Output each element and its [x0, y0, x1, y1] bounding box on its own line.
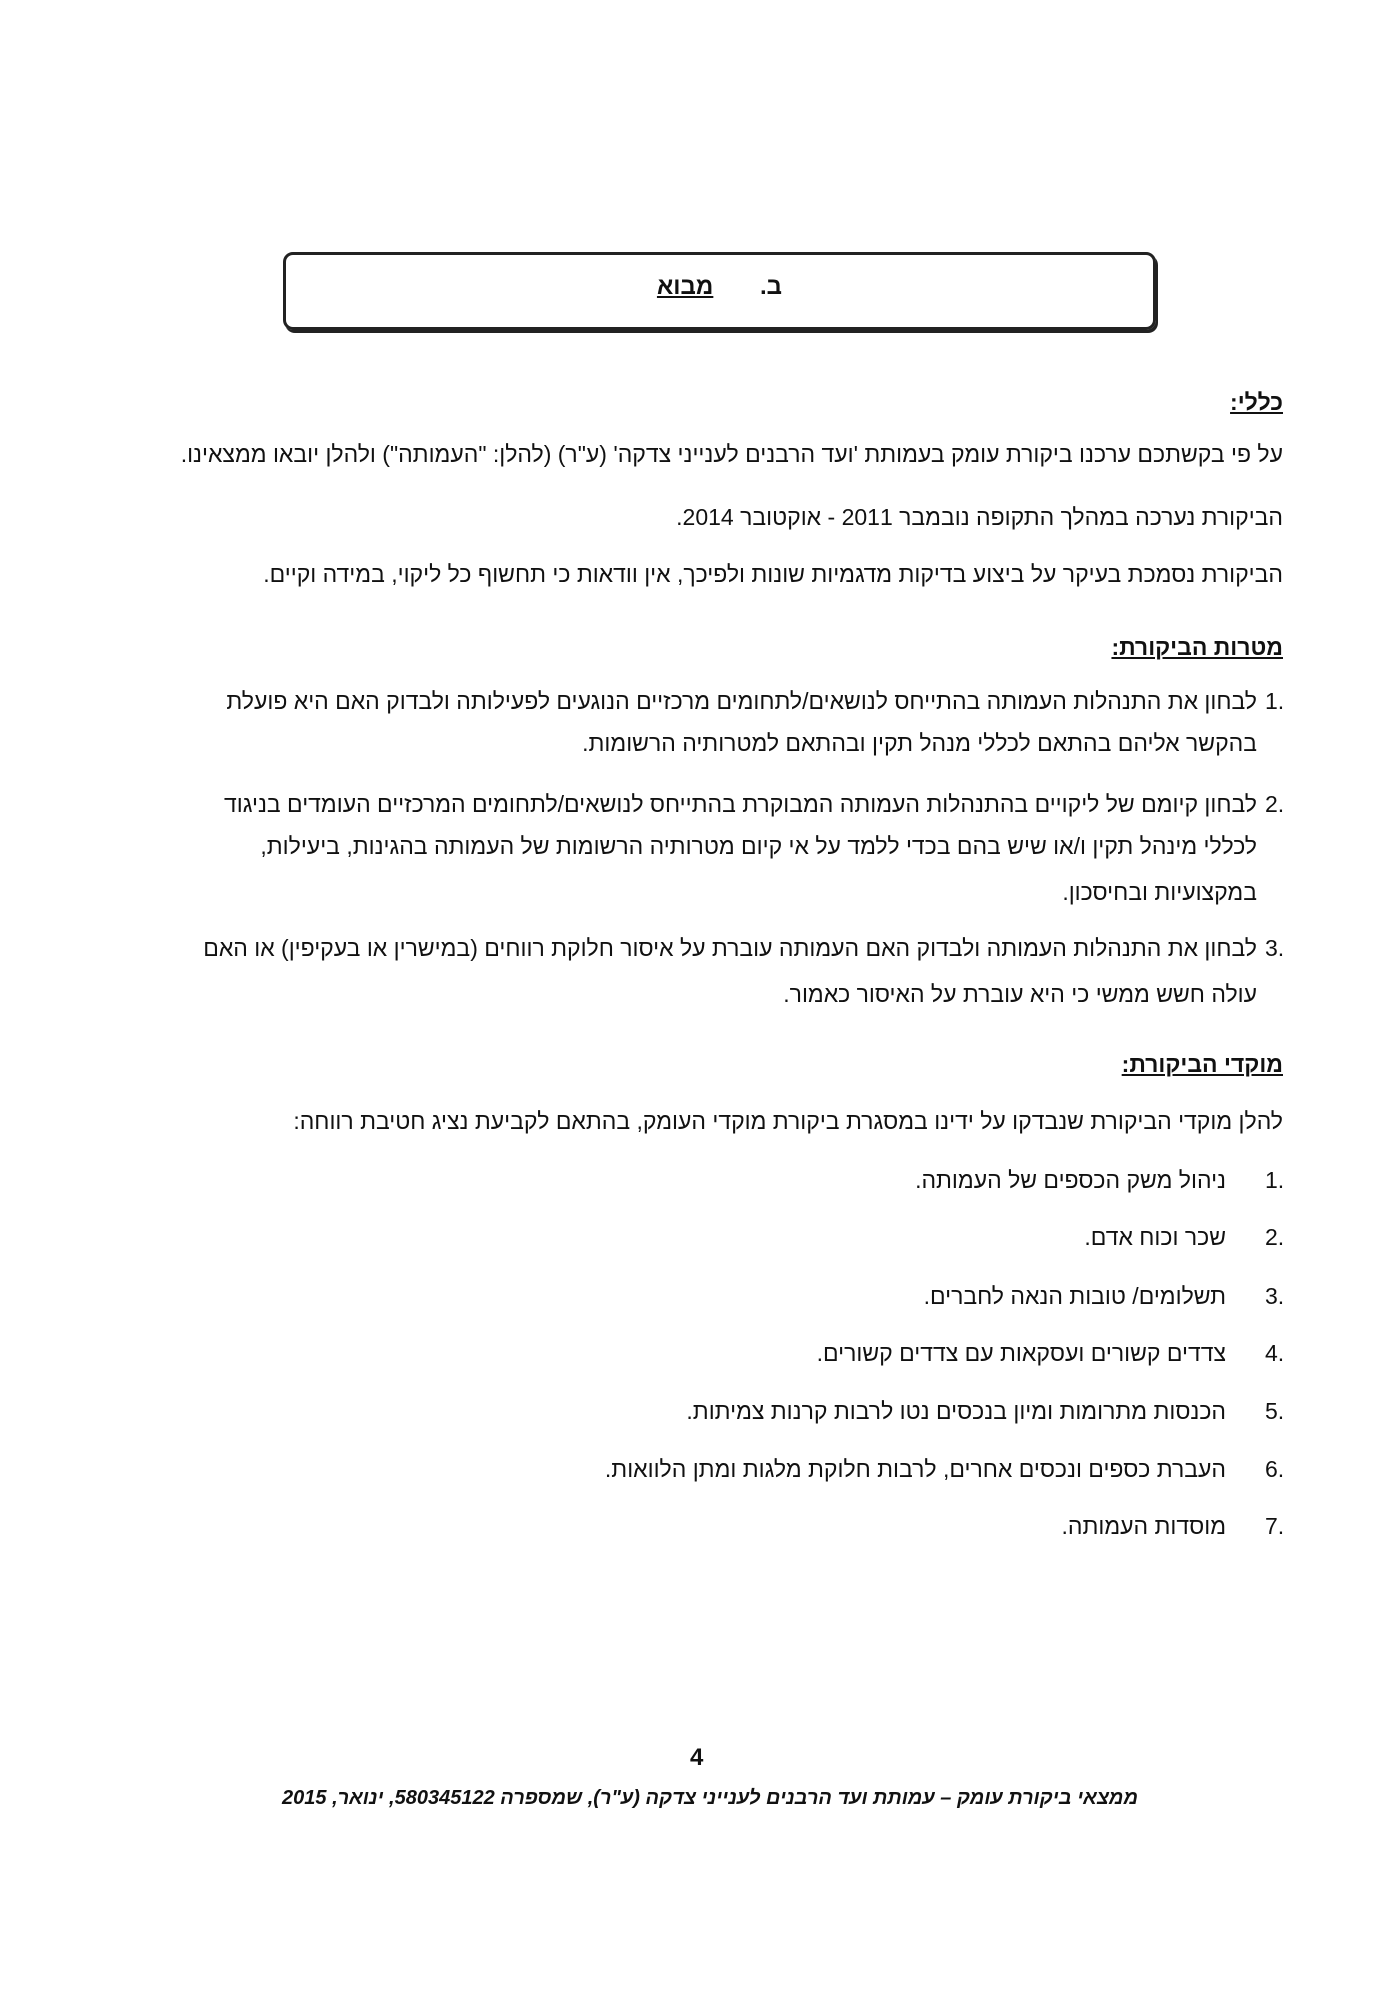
section-name: מבוא	[656, 273, 714, 300]
objective-line: לבחון קיומם של ליקויים בהתנהלות העמותה המבוקרת בהתייחס לנושאים/לתחומים המרכזיים העומדים בניגוד	[224, 791, 1257, 817]
focus-item: הכנסות מתרומות ומיון בנכסים נטו לרבות קרנות צמיתות.	[686, 1398, 1226, 1424]
objective-line: לבחון את התנהלות העמותה ולבדוק האם העמותה עוברת על איסור חלוקת רווחים (במישרין או בעקיפין) או האם	[203, 935, 1257, 961]
section-title	[286, 273, 1153, 301]
focus-item: צדדים קשורים ועסקאות עם צדדים קשורים.	[816, 1340, 1226, 1366]
focus-item: שכר וכוח אדם.	[1084, 1224, 1226, 1250]
general-paragraph: על פי בקשתכם ערכנו ביקורת עומק בעמותת 'ועד הרבנים לענייני צדקה' (ע"ר) (להלן: "העמותה") ולהלן יובאו ממצאינו.	[180, 441, 1283, 467]
focus-intro: להלן מוקדי הביקורת שנבדקו על ידינו במסגרת ביקורת מוקדי העומק, בהתאם לקביעת נציג חטיבת רווחה:	[293, 1108, 1283, 1134]
focus-item-number: 6.	[1265, 1456, 1285, 1482]
focus-item: מוסדות העמותה.	[1061, 1513, 1226, 1539]
page-number: 4	[690, 1744, 704, 1771]
section-title-box	[283, 252, 1156, 330]
objective-line: בהקשר אליהם בהתאם לכללי מנהל תקין ובהתאם למטרותיה הרשומות.	[582, 730, 1257, 756]
page-footer: ממצאי ביקורת עומק – עמותת ועד הרבנים לענייני צדקה (ע"ר), שמספרה 580345122, ינואר, 2015	[282, 1787, 1138, 1809]
focus-item: העברת כספים ונכסים אחרים, לרבות חלוקת מלגות ומתן הלוואות.	[604, 1456, 1226, 1482]
general-paragraph: הביקורת נערכה במהלך התקופה נובמבר 2011 - אוקטובר 2014.	[676, 504, 1283, 530]
section-letter: ב.	[760, 273, 783, 300]
objective-line: עולה חשש ממשי כי היא עוברת על האיסור כאמור.	[783, 981, 1257, 1007]
objective-number: 1.	[1265, 688, 1285, 714]
focus-item-number: 4.	[1265, 1340, 1285, 1366]
objective-line: במקצועיות ובחיסכון.	[1062, 879, 1257, 905]
focus-item-number: 3.	[1265, 1283, 1285, 1309]
focus-item-number: 5.	[1265, 1398, 1285, 1424]
objective-number: 2.	[1265, 791, 1285, 817]
general-heading: כללי:	[1230, 389, 1283, 415]
objectives-heading: מטרות הביקורת:	[1111, 634, 1283, 660]
focus-item: ניהול משק הכספים של העמותה.	[915, 1167, 1226, 1193]
objective-line: לכללי מינהל תקין ו/או שיש בהם בכדי ללמד על אי קיום מטרותיה הרשומות של העמותה בהגינות, ביעילות,	[260, 833, 1257, 859]
focus-item-number: 1.	[1265, 1167, 1285, 1193]
focus-heading: מוקדי הביקורת:	[1121, 1051, 1283, 1077]
focus-item: תשלומים/ טובות הנאה לחברים.	[923, 1283, 1226, 1309]
general-paragraph: הביקורת נסמכת בעיקר על ביצוע בדיקות מדגמיות שונות ולפיכך, אין וודאות כי תחשוף כל ליקוי, במידה וקיים.	[263, 561, 1283, 587]
objective-number: 3.	[1265, 935, 1285, 961]
focus-item-number: 7.	[1265, 1513, 1285, 1539]
objective-line: לבחון את התנהלות העמותה בהתייחס לנושאים/לתחומים מרכזיים הנוגעים לפעילותה ולבדוק האם היא פועלת	[226, 688, 1257, 714]
focus-item-number: 2.	[1265, 1224, 1285, 1250]
